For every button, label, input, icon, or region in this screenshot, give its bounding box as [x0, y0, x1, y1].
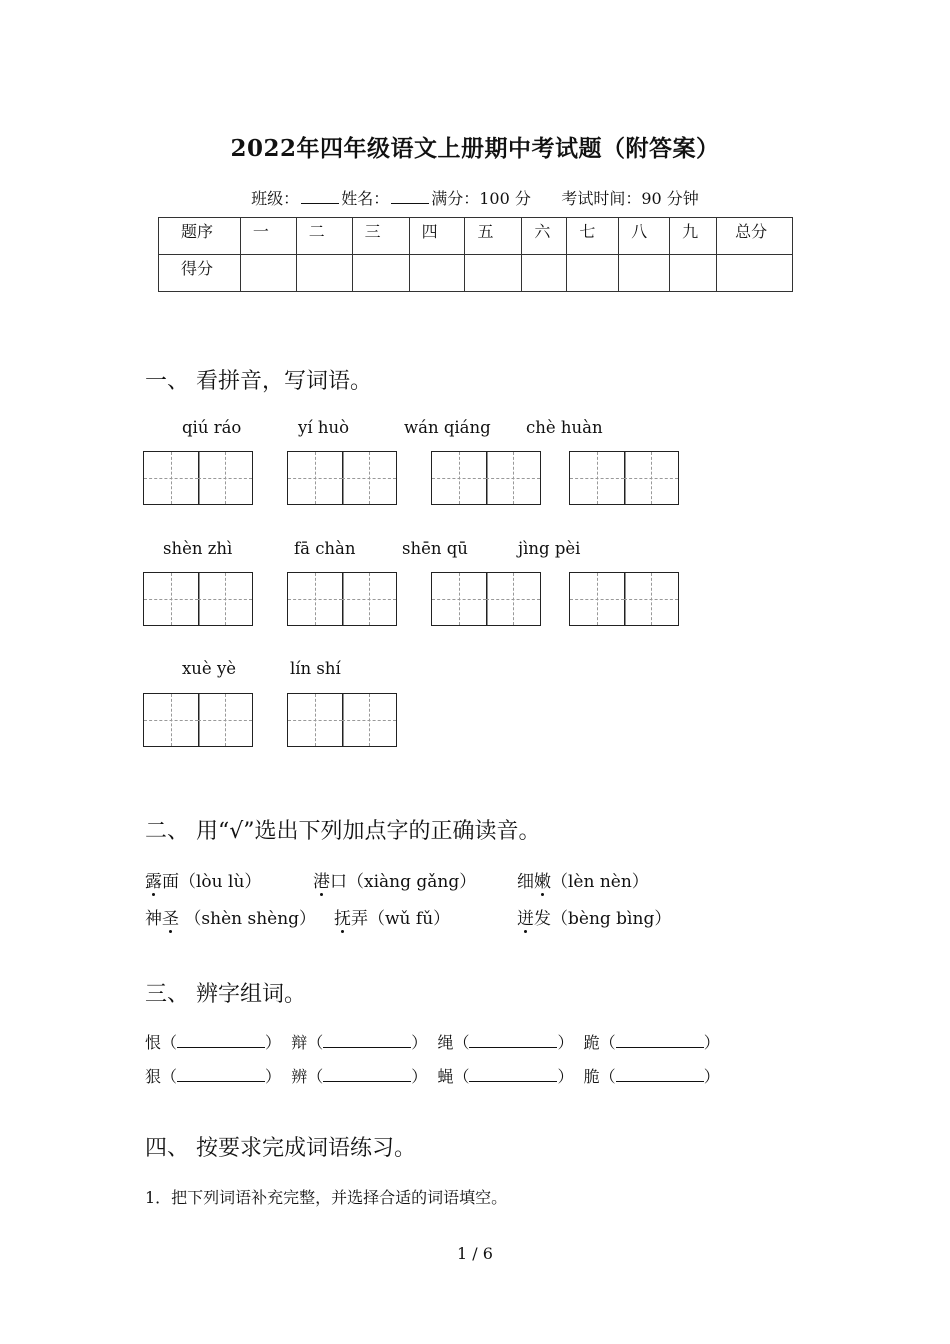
answer-blank[interactable]	[616, 1067, 704, 1082]
paren: （	[307, 1033, 324, 1052]
score-header-cell: 五	[465, 218, 522, 255]
score-cell[interactable]	[522, 255, 567, 292]
writing-grid[interactable]	[143, 572, 253, 626]
score-header-row	[159, 218, 793, 255]
answer-blank[interactable]	[616, 1033, 704, 1048]
score-header-cell: 六	[522, 218, 567, 255]
base-char: 蝇	[437, 1067, 454, 1086]
paren: ）	[703, 1067, 720, 1086]
name-label: 姓名：	[341, 189, 390, 208]
section3-heading: 三、 辨字组词。	[145, 982, 306, 1007]
pinyin-options: （lèn nèn）	[551, 872, 649, 892]
score-header-cell: 二	[296, 218, 352, 255]
answer-blank[interactable]	[177, 1033, 265, 1048]
paren: ）	[703, 1033, 720, 1052]
pinyin-label: jìng pèi	[518, 539, 581, 558]
paren: （	[307, 1067, 324, 1086]
paren: ）	[557, 1033, 574, 1052]
reading-item[interactable]	[313, 867, 476, 892]
char: 发	[534, 909, 551, 929]
reading-item[interactable]	[145, 867, 261, 892]
pinyin-options: （lòu lù）	[179, 872, 262, 892]
dotted-char: 抚	[334, 909, 351, 929]
score-header-cell: 三	[352, 218, 409, 255]
score-header-cell: 题序	[159, 218, 241, 255]
writing-grid[interactable]	[143, 451, 253, 505]
writing-grid[interactable]	[287, 572, 397, 626]
pinyin-label: qiú ráo	[182, 418, 242, 437]
word-group-row	[145, 1064, 720, 1087]
name-blank[interactable]	[391, 189, 429, 204]
score-header-cell: 一	[240, 218, 296, 255]
pinyin-options: （shèn shèng）	[179, 909, 317, 929]
score-header-cell: 九	[670, 218, 717, 255]
score-cell[interactable]	[670, 255, 717, 292]
score-cell[interactable]	[717, 255, 793, 292]
pinyin-label: yí huò	[298, 418, 350, 437]
answer-blank[interactable]	[177, 1067, 265, 1082]
score-cell[interactable]	[465, 255, 522, 292]
pinyin-label: lín shí	[290, 659, 341, 678]
answer-blank[interactable]	[469, 1067, 557, 1082]
page-title: 2022年四年级语文上册期中考试题（附答案）	[230, 135, 720, 162]
writing-grid[interactable]	[143, 693, 253, 747]
paren: ）	[411, 1067, 428, 1086]
paren: （	[599, 1033, 616, 1052]
writing-grid[interactable]	[287, 693, 397, 747]
score-table	[158, 217, 793, 292]
reading-item[interactable]	[517, 867, 649, 892]
paren: ）	[265, 1067, 282, 1086]
paren: （	[161, 1033, 178, 1052]
char: 口	[330, 872, 347, 892]
pinyin-label: shèn zhì	[163, 539, 233, 558]
paren: （	[453, 1067, 470, 1086]
writing-grid[interactable]	[287, 451, 397, 505]
score-cell[interactable]	[619, 255, 670, 292]
pinyin-options: （xiàng gǎng）	[347, 872, 477, 892]
pinyin-options: （wǔ fǔ）	[368, 909, 451, 929]
paren: （	[453, 1033, 470, 1052]
answer-blank[interactable]	[323, 1033, 411, 1048]
writing-grid[interactable]	[431, 572, 541, 626]
score-header-cell: 总分	[717, 218, 793, 255]
char: 弄	[351, 909, 368, 929]
pinyin-label: wán qiáng	[404, 418, 491, 437]
score-cell[interactable]	[409, 255, 465, 292]
dotted-char: 迸	[517, 909, 534, 929]
answer-blank[interactable]	[323, 1067, 411, 1082]
base-char: 脆	[583, 1067, 600, 1086]
page-number: 1 / 6	[457, 1244, 493, 1263]
info-line	[0, 186, 950, 209]
reading-item[interactable]	[517, 904, 671, 929]
dotted-char: 圣	[162, 909, 179, 929]
score-cell[interactable]	[352, 255, 409, 292]
paren: （	[599, 1067, 616, 1086]
score-row-label: 得分	[159, 255, 241, 292]
char: 细	[517, 872, 534, 892]
pinyin-options: （bèng bìng）	[551, 909, 672, 929]
word-group-row	[145, 1030, 720, 1053]
char: 神	[145, 909, 162, 929]
paren: ）	[411, 1033, 428, 1052]
score-cell[interactable]	[567, 255, 619, 292]
writing-grid[interactable]	[431, 451, 541, 505]
section2-heading: 二、 用“√”选出下列加点字的正确读音。	[145, 819, 541, 844]
section1-heading: 一、 看拼音，写词语。	[145, 369, 372, 394]
writing-grid[interactable]	[569, 451, 679, 505]
pinyin-label: fā chàn	[294, 539, 356, 558]
base-char: 恨	[145, 1033, 162, 1052]
pinyin-label: xuè yè	[182, 659, 237, 678]
base-char: 跪	[583, 1033, 600, 1052]
class-blank[interactable]	[301, 189, 339, 204]
score-cell[interactable]	[240, 255, 296, 292]
paren: ）	[557, 1067, 574, 1086]
reading-item[interactable]	[145, 904, 316, 929]
pinyin-label: shēn qū	[402, 539, 468, 558]
reading-item[interactable]	[334, 904, 450, 929]
char: 面	[162, 872, 179, 892]
dotted-char: 嫩	[534, 872, 551, 892]
base-char: 辨	[291, 1067, 308, 1086]
score-value-row	[159, 255, 793, 292]
base-char: 绳	[437, 1033, 454, 1052]
score-header-cell: 四	[409, 218, 465, 255]
writing-grid[interactable]	[569, 572, 679, 626]
score-header-cell: 八	[619, 218, 670, 255]
question-text: 1．把下列词语补充完整，并选择合适的词语填空。	[145, 1188, 508, 1207]
base-char: 狠	[145, 1067, 162, 1086]
paren: （	[161, 1067, 178, 1086]
pinyin-label: chè huàn	[526, 418, 603, 437]
base-char: 辩	[291, 1033, 308, 1052]
full-score: 满分：100 分	[431, 189, 531, 208]
paren: ）	[265, 1033, 282, 1052]
answer-blank[interactable]	[469, 1033, 557, 1048]
score-cell[interactable]	[296, 255, 352, 292]
class-label: 班级：	[251, 189, 300, 208]
section4-heading: 四、 按要求完成词语练习。	[145, 1136, 416, 1161]
dotted-char: 港	[313, 872, 330, 892]
dotted-char: 露	[145, 872, 162, 892]
score-header-cell: 七	[567, 218, 619, 255]
exam-time: 考试时间：90 分钟	[561, 189, 699, 208]
